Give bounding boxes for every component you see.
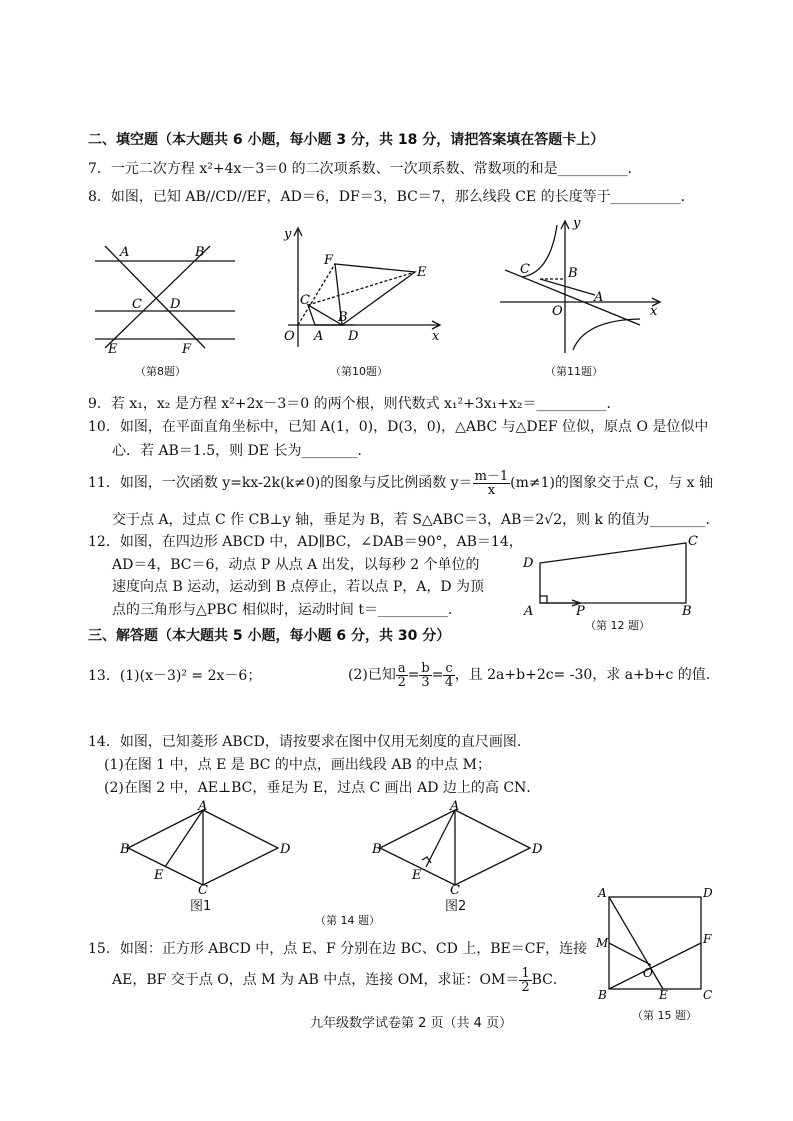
fig14b-label-e: E <box>412 868 422 883</box>
question-8: 8．如图，已知 AB//CD//EF，AD＝6，DF＝3，BC＝7，那么线段 CE 的长度等于__________． <box>88 189 695 205</box>
fig11-label-c: C <box>520 262 530 277</box>
fig11-label-a: A <box>594 290 604 305</box>
figure-14-2 <box>370 800 550 895</box>
question-11-fraction <box>473 470 511 497</box>
fig11-label-x: x <box>650 304 658 319</box>
question-7: 7．一元二次方程 x²+4x－3＝0 的二次项系数、一次项系数、常数项的和是__________． <box>88 161 642 177</box>
section-3-title: 三、解答题（本大题共 5 小题，每小题 6 分，共 30 分） <box>88 628 451 644</box>
fraction-a-2 <box>396 662 408 689</box>
fig14a-label-b: B <box>120 842 130 857</box>
question-13-part-1: 13．(1)(x－3)² = 2x－6； <box>88 668 262 684</box>
question-11-line-1 <box>88 468 713 498</box>
fig14b-label-b: B <box>372 842 382 857</box>
question-9: 9．若 x₁，x₂ 是方程 x²+2x－3＝0 的两个根，则代数式 x₁²+3x₁+x₂＝__________． <box>88 396 621 412</box>
fig15-label-f: F <box>703 932 712 946</box>
fig14a-caption: 图1 <box>190 899 212 914</box>
figure-14-1 <box>118 800 298 895</box>
fig11-label-y: y <box>573 216 581 231</box>
figure-10 <box>280 222 450 352</box>
fig11-caption: （第11题） <box>545 365 603 378</box>
fig11-label-o: O <box>552 304 563 319</box>
question-11-part-a: 11．如图，一次函数 y=kx-2k(k≠0)的图象与反比例函数 y＝ <box>88 475 473 491</box>
fraction-denominator: 4 <box>444 674 454 690</box>
fig10-label-o: O <box>284 329 295 344</box>
question-15-part-a: AE，BF 交于点 O，点 M 为 AB 中点，连接 OM，求证：OM＝ <box>112 972 520 988</box>
question-11-line-2: 交于点 A，过点 C 作 CB⊥y 轴，垂足为 B，若 S△ABC＝3，AB＝2√2，则 k 的值为________． <box>112 512 720 528</box>
fig10-label-y: y <box>284 227 292 242</box>
question-13-intro: (2)已知 <box>348 667 396 683</box>
fraction-numerator: a <box>397 660 406 676</box>
question-12-line-4: 点的三角形与△PBC 相似时，运动时间 t＝__________． <box>112 602 462 618</box>
fig14a-label-e: E <box>154 868 164 883</box>
question-12-line-1: 12．如图，在四边形 ABCD 中，AD∥BC，∠DAB＝90°，AB＝14， <box>88 534 523 550</box>
fig15-label-e: E <box>659 988 668 1000</box>
question-10-line-2: 心．若 AB＝1.5，则 DE 长为________． <box>112 443 372 459</box>
fig14a-label-d: D <box>280 842 291 857</box>
question-11-part-b: (m≠1)的图象交于点 C，与 x 轴 <box>510 475 713 491</box>
fig15-label-d: D <box>703 886 713 900</box>
fig14a-label-c: C <box>198 883 208 895</box>
question-15-fraction <box>519 967 531 994</box>
fig15-label-c: C <box>703 988 713 1000</box>
fraction-denominator: 3 <box>421 674 430 690</box>
section-2-title: 二、填空题（本大题共 6 小题，每小题 3 分，共 18 分，请把答案填在答题卡上） <box>88 132 605 148</box>
figure-12 <box>518 533 703 618</box>
fig10-label-b: B <box>338 310 348 325</box>
fig8-label-e: E <box>108 342 118 356</box>
question-12-line-2: AD＝4，BC＝6，动点 P 从点 A 出发，以每秒 2 个单位的 <box>112 557 480 573</box>
figure-11 <box>500 215 670 355</box>
fig15-label-m: M <box>596 936 609 950</box>
fig8-label-d: D <box>170 297 181 312</box>
fig10-label-a: A <box>314 329 324 344</box>
fig10-label-c: C <box>300 293 310 308</box>
question-10-line-1: 10．如图，在平面直角坐标中，已知 A(1，0)，D(3，0)，△ABC 与△DEF 位似，原点 O 是位似中 <box>88 419 709 435</box>
fig8-label-f: F <box>182 342 192 356</box>
page-footer: 九年级数学试卷第 2 页（共 4 页） <box>310 1016 513 1031</box>
fraction-denominator: 2 <box>521 979 530 995</box>
fraction-b-3 <box>419 662 431 689</box>
fraction-numerator: 1 <box>521 965 530 981</box>
fig15-label-a: A <box>598 886 607 900</box>
fig15-label-o: O <box>643 966 653 980</box>
fig12-label-b: B <box>682 604 692 618</box>
fig12-caption: （第 12 题） <box>585 619 650 632</box>
question-15-line-2 <box>112 962 567 998</box>
fig14-caption: （第 14 题） <box>315 914 380 927</box>
fig10-label-d: D <box>348 329 359 344</box>
question-13-part-2: (2)已知 $\frac{a}{2}$ = $\frac{b}{3}$ = $\frac{c}{4}$ ，且 2a+b+2c= -30，求 a+b+c 的值. <box>348 660 711 690</box>
fig14b-label-a: A <box>450 800 460 814</box>
fig12-label-a: A <box>524 604 534 618</box>
question-14-line-3: (2)在图 2 中，AE⊥BC，垂足为 E，过点 C 画出 AD 边上的高 CN． <box>104 780 541 796</box>
fraction-numerator: b <box>421 660 430 676</box>
fig15-label-b: B <box>598 988 607 1000</box>
fig14b-label-d: D <box>532 842 543 857</box>
question-15-line-1: 15．如图：正方形 ABCD 中，点 E、F 分别在边 BC、CD 上，BE＝CF，连接 <box>88 941 588 957</box>
fig12-label-p: P <box>576 604 585 618</box>
fig10-label-x: x <box>432 329 440 344</box>
fig10-caption: （第10题） <box>330 365 388 378</box>
fig8-caption: （第8题） <box>135 365 186 378</box>
fig10-label-f: F <box>324 253 334 268</box>
fraction-numerator: m－1 <box>474 468 509 484</box>
fig14b-caption: 图2 <box>445 899 467 914</box>
fraction-c-4 <box>443 662 454 689</box>
fig14b-label-c: C <box>450 883 460 895</box>
fig14a-label-a: A <box>198 800 208 814</box>
question-14-line-2: (1)在图 1 中，点 E 是 BC 的中点，画出线段 AB 的中点 M； <box>104 757 492 773</box>
fig10-label-e: E <box>417 265 427 280</box>
fraction-denominator: x <box>487 482 496 498</box>
fig8-label-a: A <box>120 245 130 260</box>
figure-8 <box>90 236 240 356</box>
fig8-label-b: B <box>195 245 205 260</box>
fig12-label-c: C <box>688 534 698 549</box>
fig8-label-c: C <box>132 297 142 312</box>
fig15-caption: （第 15 题） <box>632 1009 697 1022</box>
fraction-numerator: c <box>445 660 453 676</box>
question-15-part-b: BC． <box>531 972 567 988</box>
fig12-label-d: D <box>523 556 534 571</box>
question-14-line-1: 14．如图，已知菱形 ABCD，请按要求在图中仅用无刻度的直尺画图． <box>88 734 531 750</box>
fraction-denominator: 2 <box>397 674 406 690</box>
fig11-label-b: B <box>568 266 578 281</box>
question-13-condition: ，且 2a+b+2c= -30，求 a+b+c 的值. <box>454 667 711 683</box>
question-12-line-3: 速度向点 B 运动，运动到 B 点停止，若以点 P，A，D 为顶 <box>112 579 485 595</box>
figure-15 <box>593 885 718 1000</box>
